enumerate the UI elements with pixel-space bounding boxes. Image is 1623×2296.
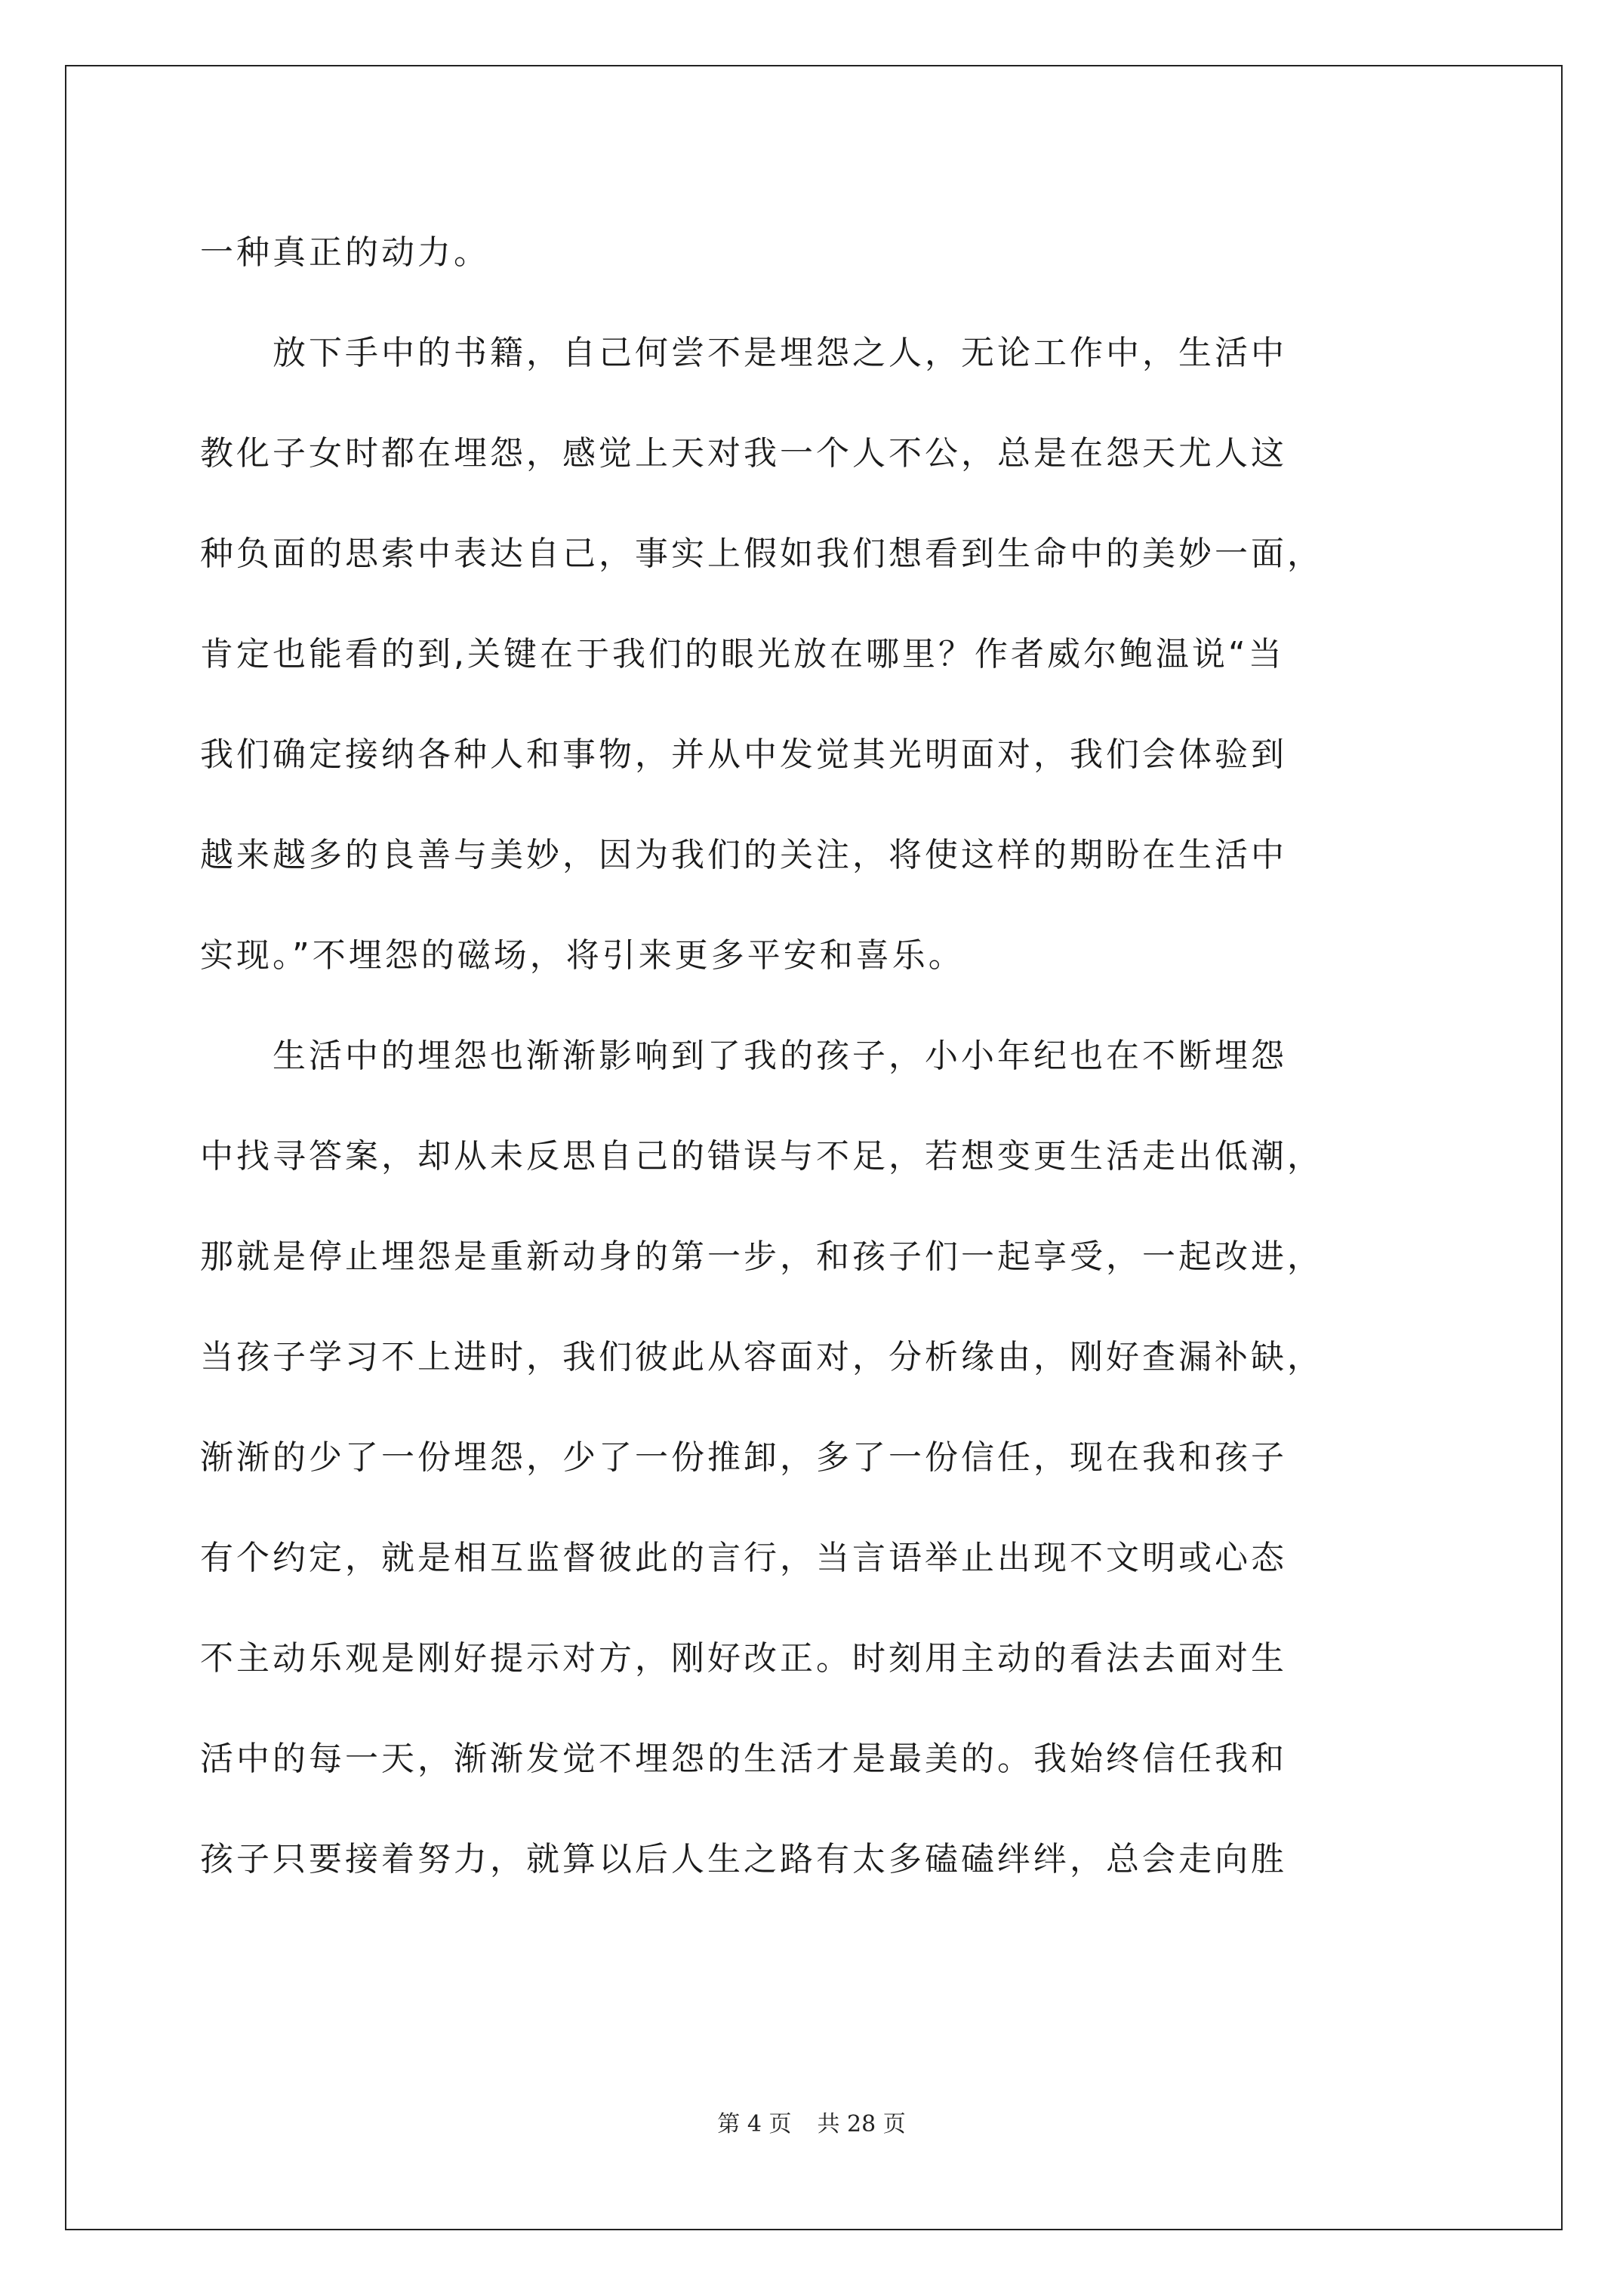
- page-footer: [0, 2105, 1623, 2138]
- text-line: 孩子只要接着努力，就算以后人生之路有太多磕磕绊绊，总会走向胜: [200, 1840, 1287, 1878]
- page-total: 共 28 页: [817, 2111, 906, 2137]
- text-line: 一种真正的动力。: [200, 233, 490, 272]
- text-line: 生活中的埋怨也渐渐影响到了我的孩子，小小年纪也在不断埋怨: [200, 1037, 1287, 1075]
- text-line: 有个约定，就是相互监督彼此的言行，当言语举止出现不文明或心态: [200, 1539, 1287, 1577]
- text-line: 当孩子学习不上进时，我们彼此从容面对，分析缘由，刚好查漏补缺，: [200, 1338, 1323, 1376]
- text-line: 我们确定接纳各种人和事物，并从中发觉其光明面对，我们会体验到: [200, 735, 1287, 774]
- text-line: 那就是停止埋怨是重新动身的第一步，和孩子们一起享受，一起改进，: [200, 1237, 1323, 1276]
- text-line: 放下手中的书籍，自己何尝不是埋怨之人，无论工作中，生活中: [200, 334, 1287, 372]
- text-line: 中找寻答案，却从未反思自己的错误与不足，若想变更生活走出低潮，: [200, 1137, 1323, 1176]
- page-number: 第 4 页: [717, 2111, 792, 2137]
- text-line: 越来越多的良善与美妙，因为我们的关注，将使这样的期盼在生活中: [200, 836, 1287, 874]
- text-line: 活中的每一天，渐渐发觉不埋怨的生活才是最美的。我始终信任我和: [200, 1740, 1287, 1778]
- document-body: [200, 202, 1468, 1909]
- text-line: 肯定也能看的到,关键在于我们的眼光放在哪里？作者威尔鲍温说“当: [200, 635, 1285, 673]
- text-line: 种负面的思索中表达自己，事实上假如我们想看到生命中的美妙一面，: [200, 535, 1323, 573]
- text-line: 实现。”不埋怨的磁场，将引来更多平安和喜乐。: [200, 936, 965, 975]
- text-line: 渐渐的少了一份埋怨，少了一份推卸，多了一份信任，现在我和孩子: [200, 1438, 1287, 1477]
- text-line: 教化子女时都在埋怨，感觉上天对我一个人不公，总是在怨天尤人这: [200, 434, 1287, 473]
- text-line: 不主动乐观是刚好提示对方，刚好改正。时刻用主动的看法去面对生: [200, 1639, 1287, 1678]
